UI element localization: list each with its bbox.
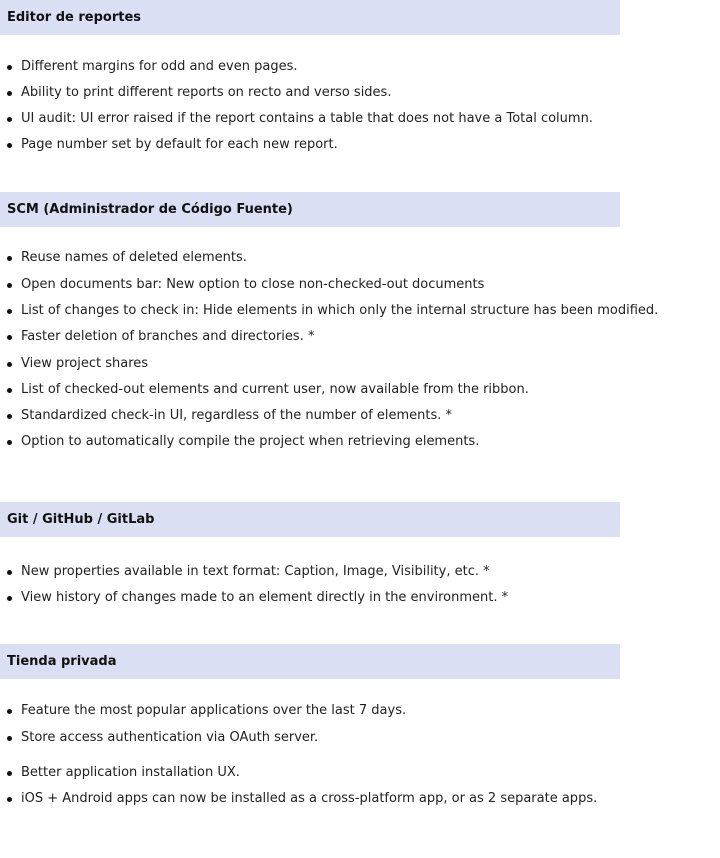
bullet-icon (7, 771, 12, 776)
section-title: SCM (Administrador de Código Fuente) (7, 202, 293, 217)
list-item (0, 380, 720, 400)
section-header-tienda-privada (0, 644, 620, 679)
bullet-icon (7, 91, 12, 96)
list-item-text: List of checked-out elements and current user, now available from the ribbon. (21, 382, 529, 397)
section-header-git (0, 502, 620, 537)
list-item (0, 701, 720, 721)
list-item-text: iOS + Android apps can now be installed as a cross-platform app, or as 2 separate apps. (21, 791, 598, 806)
list-item-text: View project shares (21, 356, 149, 371)
bullet-icon (7, 362, 12, 367)
list-item-text: Different margins for odd and even pages. (21, 59, 298, 74)
section-header-scm (0, 192, 620, 227)
list-item-text: View history of changes made to an element directly in the environment. * (21, 590, 509, 605)
list-item (0, 763, 720, 783)
list-item-text: Reuse names of deleted elements. (21, 250, 247, 265)
list-item (0, 57, 720, 77)
bullet-icon (7, 709, 12, 714)
list-item (0, 301, 720, 321)
list-item (0, 109, 720, 129)
list-item-text: Option to automatically compile the project when retrieving elements. (21, 434, 480, 449)
list-item (0, 432, 720, 452)
bullet-icon (7, 335, 12, 340)
list-item-text: Standardized check-in UI, regardless of the number of elements. * (21, 408, 453, 423)
list-item-text: Better application installation UX. (21, 765, 240, 780)
bullet-icon (7, 440, 12, 445)
bullet-icon (7, 388, 12, 393)
list-item-text: Open documents bar: New option to close non-checked-out documents (21, 277, 485, 292)
bullet-icon (7, 570, 12, 575)
list-item-text: Feature the most popular applications over the last 7 days. (21, 703, 407, 718)
list-item (0, 327, 720, 347)
section-title: Git / GitHub / GitLab (7, 512, 155, 527)
bullet-icon (7, 309, 12, 314)
bullet-icon (7, 736, 12, 741)
section-header-editor-de-reportes (0, 0, 620, 35)
list-item (0, 275, 720, 295)
list-item (0, 248, 720, 268)
list-item (0, 728, 720, 748)
bullet-icon (7, 65, 12, 70)
section-title: Tienda privada (7, 654, 117, 669)
list-item-text: Faster deletion of branches and directories. * (21, 329, 315, 344)
list-item-text: New properties available in text format: Caption, Image, Visibility, etc. * (21, 564, 490, 579)
bullet-icon (7, 283, 12, 288)
list-item (0, 406, 720, 426)
bullet-icon (7, 117, 12, 122)
list-item-text: Ability to print different reports on recto and verso sides. (21, 85, 392, 100)
list-item-text: UI audit: UI error raised if the report contains a table that does not have a Total column. (21, 111, 593, 126)
bullet-icon (7, 596, 12, 601)
list-item (0, 588, 720, 608)
bullet-icon (7, 256, 12, 261)
list-item-text: List of changes to check in: Hide elements in which only the internal structure has been modified. (21, 303, 659, 318)
list-item (0, 83, 720, 103)
list-item (0, 354, 720, 374)
list-item (0, 562, 720, 582)
list-item-text: Page number set by default for each new report. (21, 137, 338, 152)
section-title: Editor de reportes (7, 10, 142, 25)
list-item (0, 789, 720, 809)
bullet-icon (7, 414, 12, 419)
list-item-text: Store access authentication via OAuth server. (21, 730, 319, 745)
bullet-icon (7, 143, 12, 148)
bullet-icon (7, 797, 12, 802)
list-item (0, 135, 720, 155)
